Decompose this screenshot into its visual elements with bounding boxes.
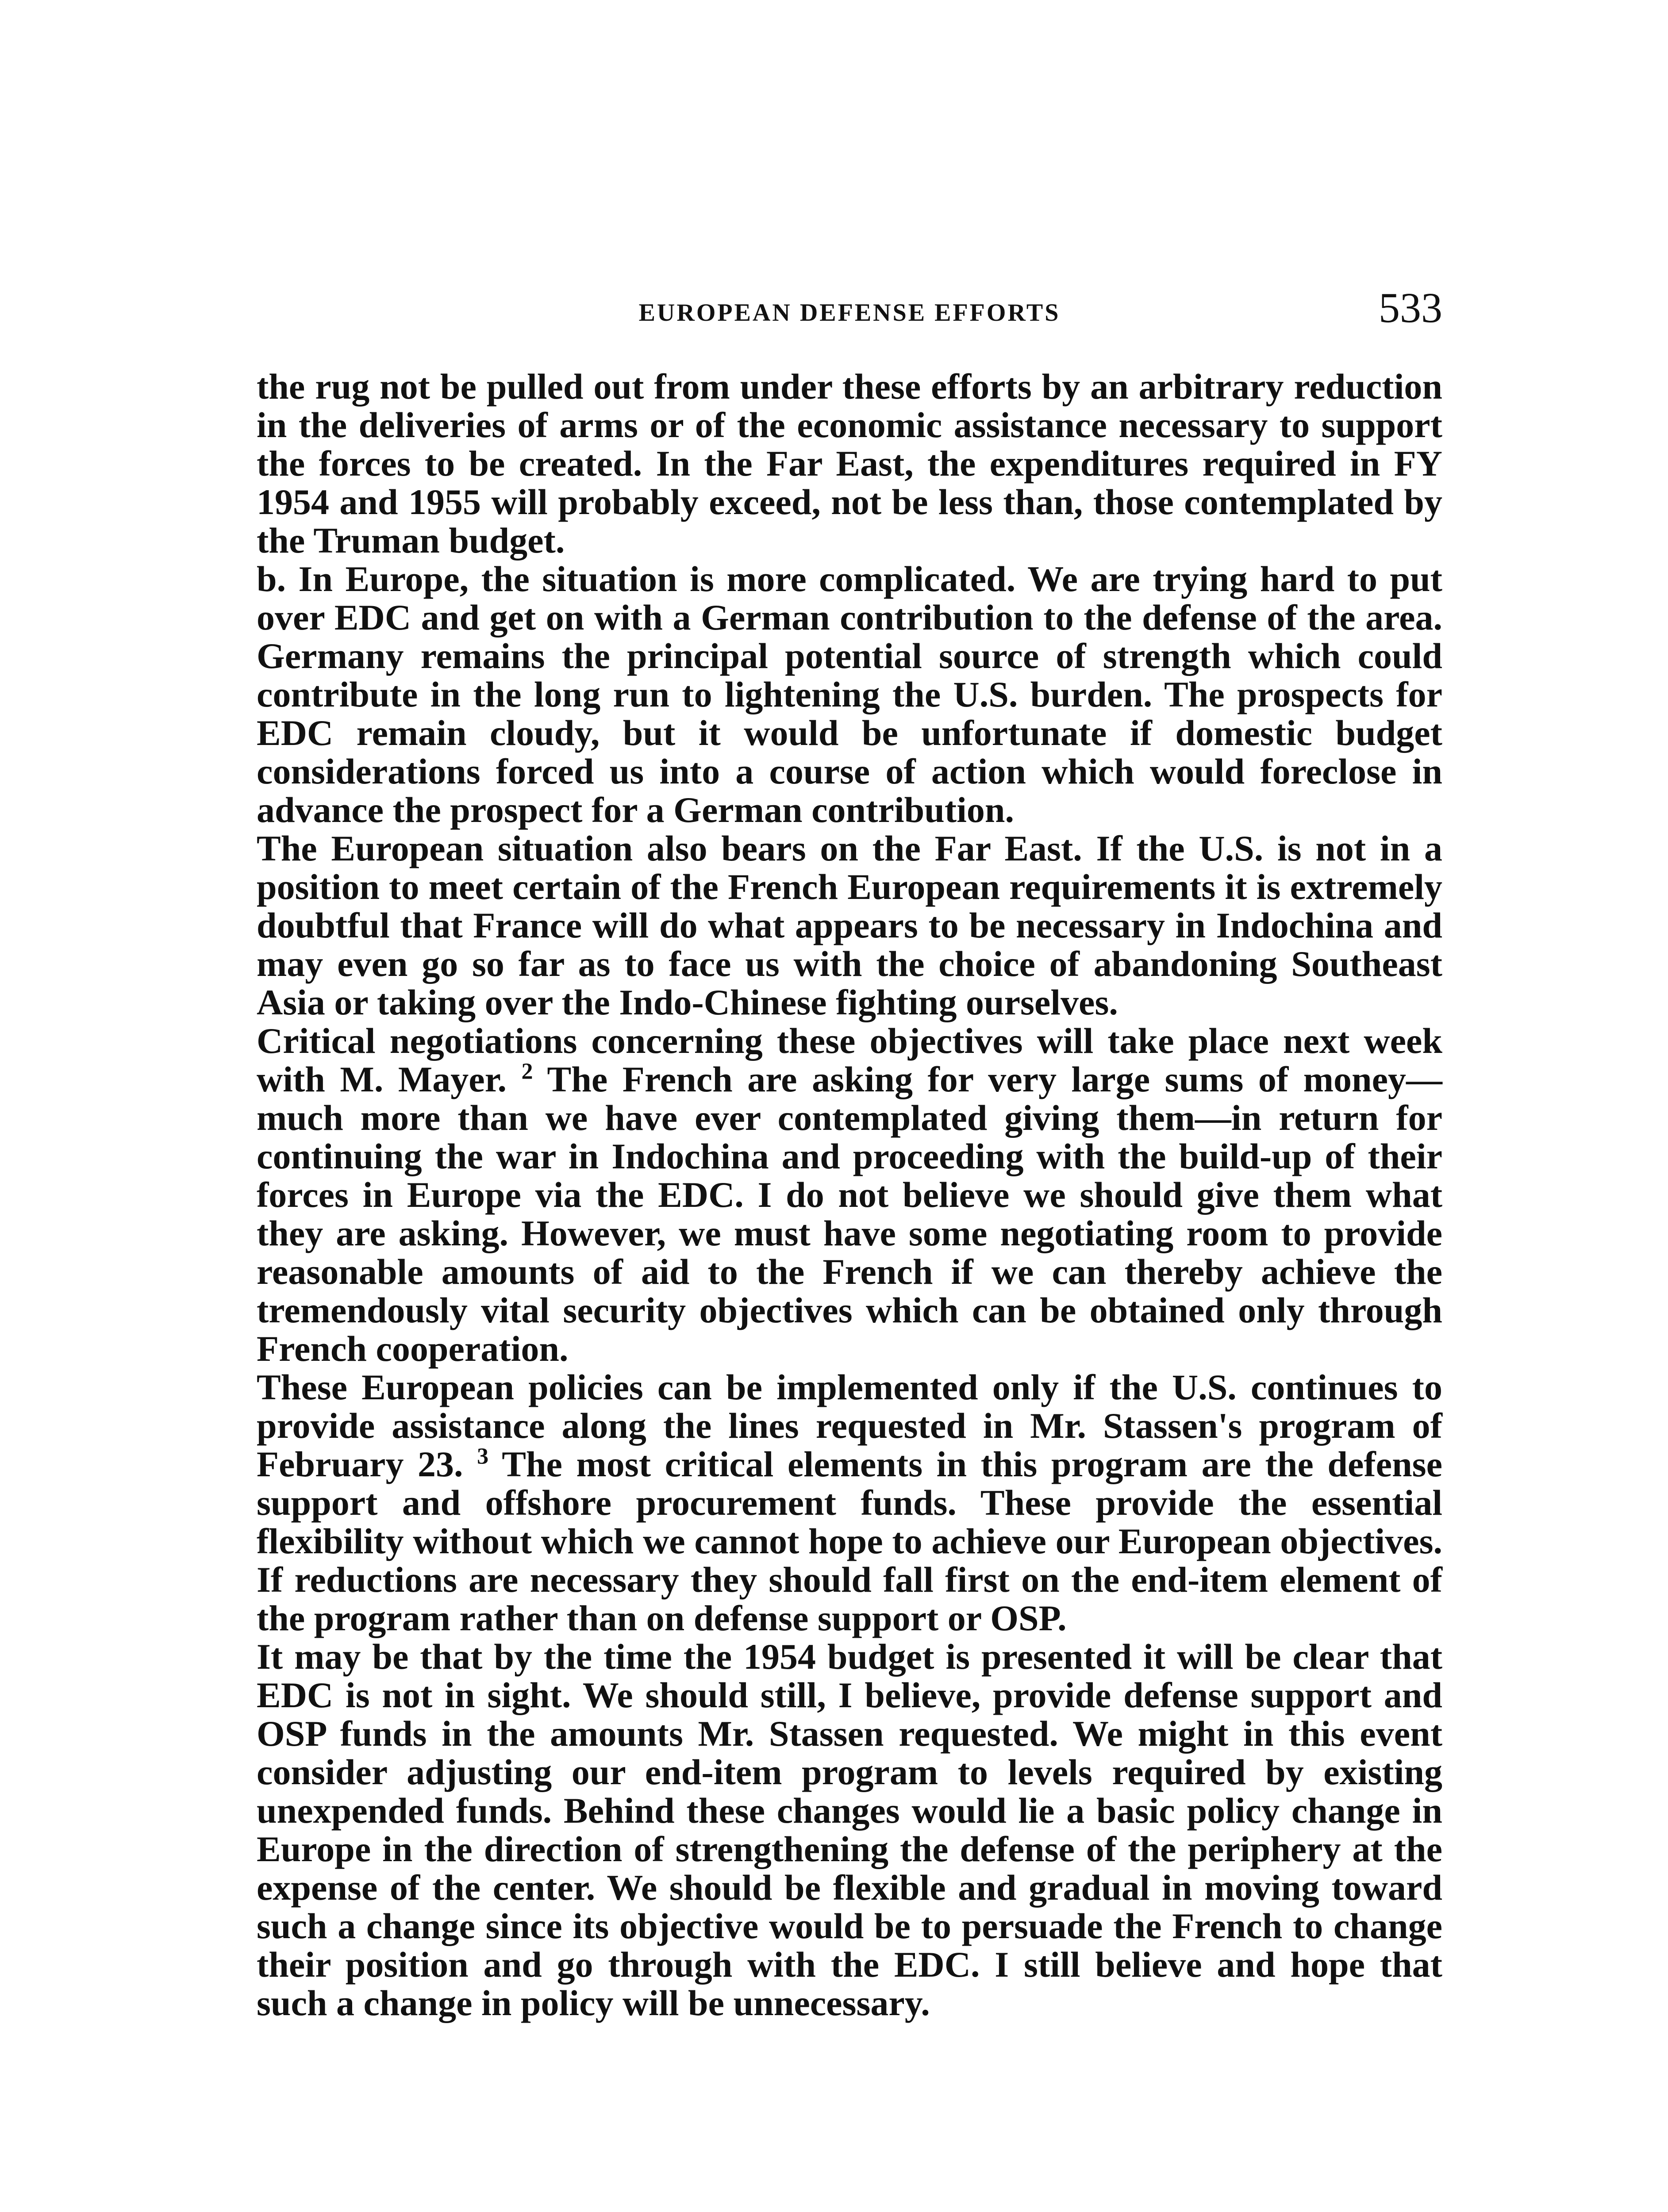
paragraph-text: These European policies can be implemented only if the U.S. continues to provide assistance along the lines requested in Mr. Stassen's program of February 23. xyxy=(257,1367,1442,1484)
footnote-reference-2[interactable]: 2 xyxy=(521,1059,533,1084)
page-number: 533 xyxy=(1379,284,1442,331)
running-head: EUROPEAN DEFENSE EFFORTS xyxy=(638,299,1061,326)
paragraph-text: The French are asking for very large sums of money—much more than we have ever contemplated giving them—in return for continuing the war in Indochina and proceeding with the build-up of their forces in Europe via the EDC. I do not believe we should give them what they are asking. However, we must have some negotiating room to provide reasonable amounts of aid to the French if we can thereby achieve the tremendously vital security objectives which can be obtained only through French cooperation. xyxy=(257,1059,1442,1369)
paragraph-text: The most critical elements in this program are the defense support and offshore procurement funds. These provide the essential flexibility without which we cannot hope to achieve our European objectives. If reductions are necessary they should fall first on the end-item element of the program rather than on defense support or OSP. xyxy=(257,1444,1442,1638)
paragraph-continuation xyxy=(257,367,1442,560)
paragraph-european-situation xyxy=(257,829,1442,1022)
paragraph-text: The European situation also bears on the Far East. If the U.S. is not in a position to meet certain of the French European requirements it is extremely doubtful that France will do what appears to be necessary in Indochina and may even go so far as to face us with the choice of abandoning Southeast Asia or taking over the Indo-Chinese fighting ourselves. xyxy=(257,828,1442,1022)
paragraph-1954-budget xyxy=(257,1637,1442,2022)
body-text xyxy=(257,367,1442,2022)
paragraph-text: b. In Europe, the situation is more complicated. We are trying hard to put over EDC and get on with a German contribution to the defense of the area. Germany remains the principal potential source of strength which could contribute in the long run to lightening the U.S. burden. The prospects for EDC remain cloudy, but it would be unfortunate if domestic budget considerations forced us into a course of action which would foreclose in advance the prospect for a German contribution. xyxy=(257,559,1442,830)
paragraph-critical-negotiations xyxy=(257,1022,1442,1368)
paragraph-text: the rug not be pulled out from under these efforts by an arbitrary reduction in the deliveries of arms or of the economic assistance necessary to support the forces to be created. In the Far East, the expenditures required in FY 1954 and 1955 will probably exceed, not be less than, those contemplated by the Truman budget. xyxy=(257,366,1442,561)
paragraph-european-policies xyxy=(257,1368,1442,1637)
paragraph-text: It may be that by the time the 1954 budget is presented it will be clear that EDC is not in sight. We should still, I believe, provide defense support and OSP funds in the amounts Mr. Stassen requested. We might in this event consider adjusting our end-item program to levels required by existing unexpended funds. Behind these changes would lie a basic policy change in Europe in the direction of strengthening the defense of the periphery at the expense of the center. We should be flexible and gradual in moving toward such a change since its objective would be to persuade the French to change their position and go through with the EDC. I still believe and hope that such a change in policy will be unnecessary. xyxy=(257,1636,1442,2023)
paragraph-b-europe xyxy=(257,560,1442,829)
footnote-reference-3[interactable]: 3 xyxy=(477,1444,489,1469)
paragraph-text: Critical negotiations concerning these objectives will take place next week with M. Mayer. xyxy=(257,1021,1442,1099)
page-header xyxy=(257,283,1442,336)
